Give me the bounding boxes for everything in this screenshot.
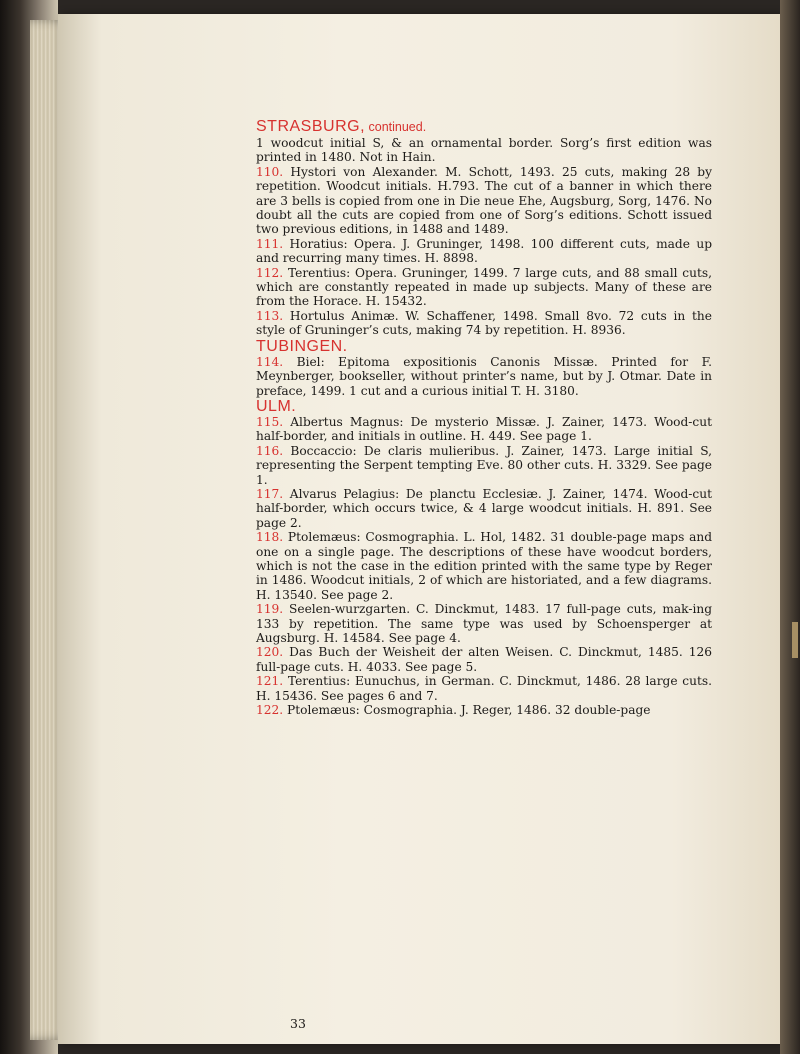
catalog-entry-113: 113. Hortulus Animæ. W. Schaffener, 1498. Small 8vo. 72 cuts in the style of Gruninger’s cuts, making 74 by repetition. H. 8936. (256, 308, 712, 338)
section-heading-tubingen: TUBINGEN. (256, 337, 348, 355)
catalog-entry-122: 122. Ptolemæus: Cosmographia. J. Reger, 1486. 32 double-page (256, 703, 651, 718)
catalog-entry-continued: 1 woodcut initial S, & an ornamental border. Sorg’s first edition was printed in 1480. Not in Hain. (256, 136, 712, 165)
catalog-entry-118: 118. Ptolemæus: Cosmographia. L. Hol, 1482. 31 double-page maps and one on a single page. The descriptions of these have woodcut borders, which is not the case in the edition printed with the same type by Reger in 1486. Woodcut initials, 2 of which are historiated, and a few diagrams. H. 13540. See page 2. (256, 530, 712, 602)
catalog-entry-116: 116. Boccaccio: De claris mulieribus. J. Zainer, 1473. Large initial S, representing the Serpent tempting Eve. 80 other cuts. H. 3329. See page 1. (256, 443, 712, 487)
catalog-entry-120: 120. Das Buch der Weisheit der alten Weisen. C. Dinckmut, 1485. 126 full-page cuts. H. 4033. See page 5. (256, 645, 712, 674)
catalog-entry-110: 110. Hystori von Alexander. M. Schott, 1493. 25 cuts, making 28 by repetition. Woodcut initials. H.793. The cut of a banner in which there are 3 bells is copied from one in Die neue Ehe, Augsburg, Sorg, 1476. No doubt all the cuts are copied from one of Sorg’s editions. Schott issued two previous editions, in 1488 and 1489. (256, 164, 712, 237)
page-tab-marker (792, 622, 798, 658)
catalog-entry-117: 117. Alvarus Pelagius: De planctu Ecclesiæ. J. Zainer, 1474. Wood-cut half-border, which occurs twice, & 4 large woodcut initials. H. 891. See page 2. (256, 486, 712, 530)
page-text (256, 118, 712, 717)
right-binding-edge (780, 0, 800, 1054)
catalog-entry-112: 112. Terentius: Opera. Gruninger, 1499. 7 large cuts, and 88 small cuts, which are constantly repeated in made up subjects. Many of these are from the Horace. H. 15432. (256, 265, 712, 309)
section-heading-ulm: ULM. (256, 397, 297, 415)
catalog-entry-115: 115. Albertus Magnus: De mysterio Missæ. J. Zainer, 1473. Wood-cut half-border, and initials in outline. H. 449. See page 1. (256, 414, 712, 444)
catalog-entry-111: 111. Horatius: Opera. J. Gruninger, 1498. 100 different cuts, made up and recurring many times. H. 8898. (256, 236, 712, 266)
catalog-entry-114: 114. Biel: Epitoma expositionis Canonis Missæ. Printed for F. Meynberger, bookseller, without printer’s name, but by J. Otmar. Date in preface, 1499. 1 cut and a curious initial T. H. 3180. (256, 354, 712, 398)
catalog-entry-119: 119. Seelen-wurzgarten. C. Dinckmut, 1483. 17 full-page cuts, mak-ing 133 by repetition. The same type was used by Schoensperger at Augsburg. H. 14584. See page 4. (256, 602, 712, 645)
section-heading-strasburg: STRASBURG, continued. (256, 118, 427, 135)
catalog-entry-121: 121. Terentius: Eunuchus, in German. C. Dinckmut, 1486. 28 large cuts. H. 15436. See pages 6 and 7. (256, 674, 712, 703)
page-number: 33 (290, 1016, 306, 1031)
